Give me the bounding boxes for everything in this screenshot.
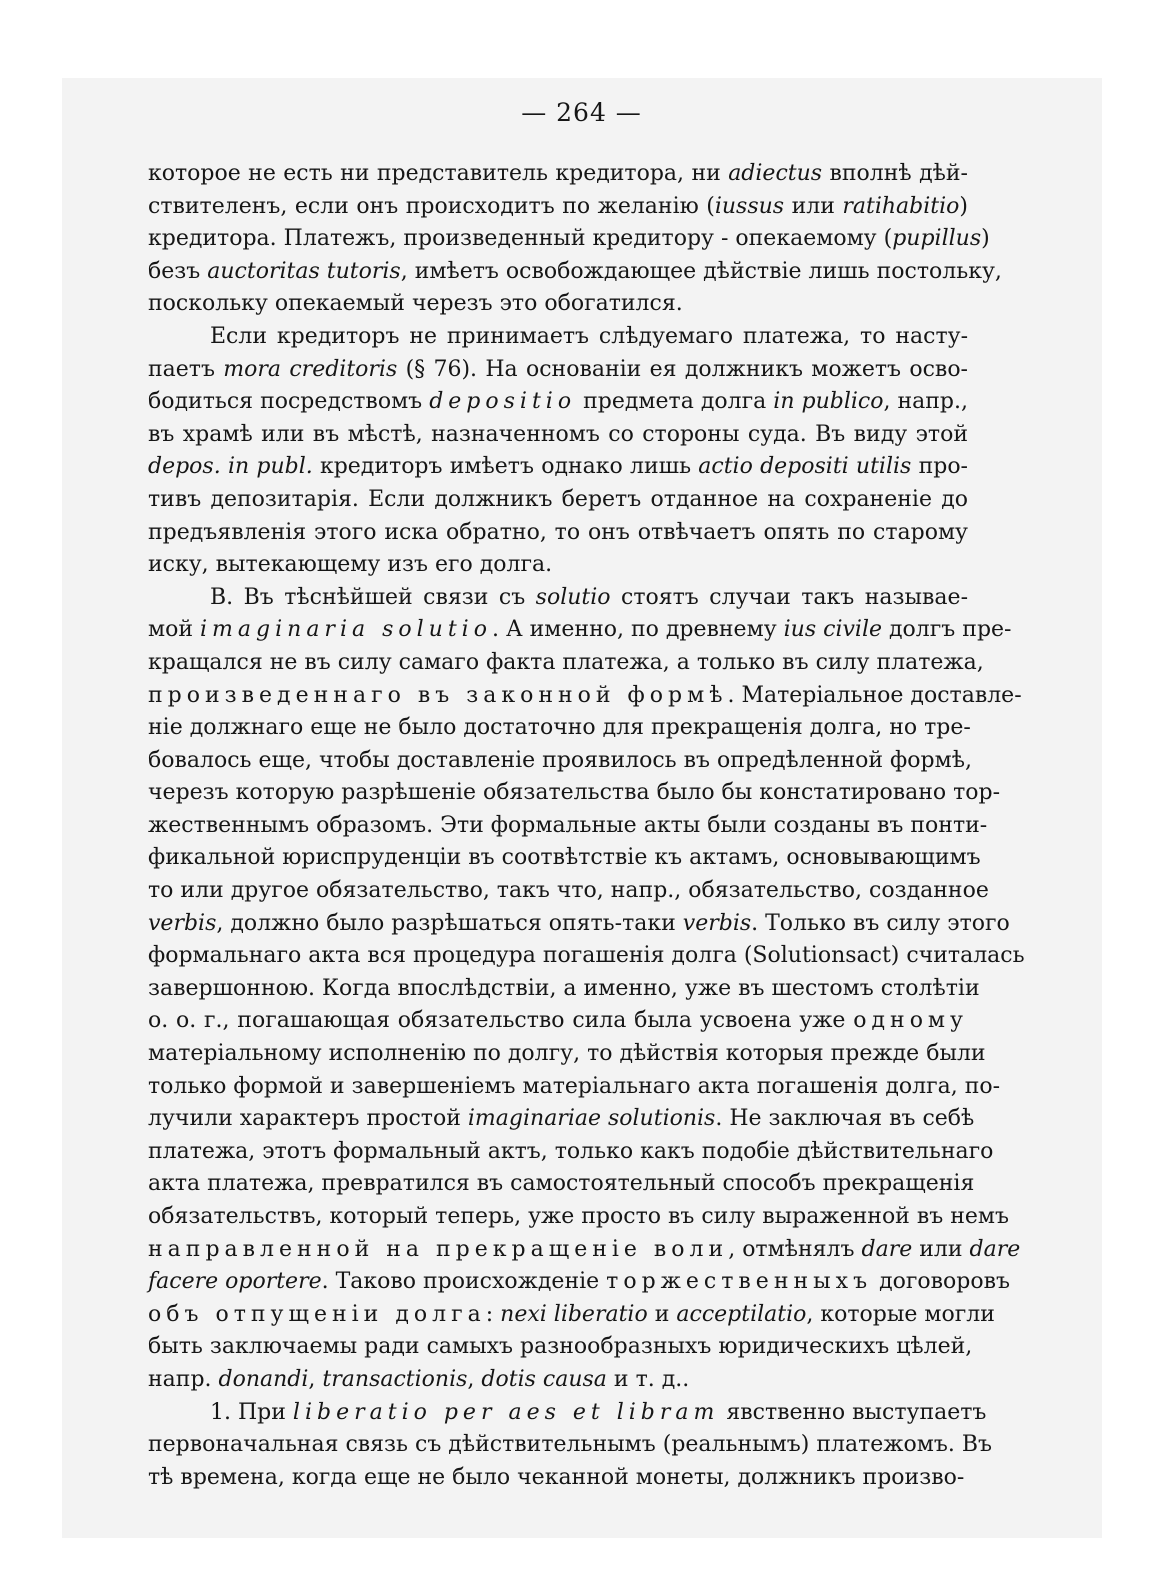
italic-term: iussus [714,193,785,219]
text-line [148,1201,1010,1234]
text-line [148,1364,968,1397]
text-run: кредиторъ имѣетъ однако лишь [312,454,699,480]
text-run: , имѣетъ освобождающее дѣйствіе лишь постольку, [400,258,1002,284]
text-run: 1. При [210,1399,293,1425]
text-run: паетъ [148,356,224,382]
text-line [148,1331,973,1364]
text-line [148,1462,968,1495]
text-run: первоначальная связь съ дѣйствительнымъ (реальнымъ) платежомъ. Въ [148,1432,993,1458]
text-line [148,1103,975,1136]
text-line [148,354,968,387]
text-line [148,1429,993,1462]
text-line [148,1038,986,1071]
text-run: бодиться посредствомъ [148,389,430,415]
text-line [148,1299,995,1332]
italic-term: adiectus [728,161,823,186]
text-run: или [912,1236,970,1262]
text-run: предмета долга [576,389,774,415]
italic-term: pupillus [892,226,982,252]
body-text [148,158,1025,1494]
text-run: кращался не въ силу самаго факта платежа, а только въ силу платежа, [148,649,984,675]
text-run: ніе должнаго еще не было достаточно для прекращенія долга, но тре- [148,715,971,741]
page-number: — 264 — [521,98,642,127]
text-run: . Не заключая въ себѣ [715,1106,975,1132]
text-run: , [308,1366,323,1392]
text-run: . А именно, по древнему [491,617,784,643]
text-run: , напр., [883,389,969,415]
text-line [148,1397,987,1430]
text-run: ствителенъ, если онъ происходитъ по желанію ( [148,193,715,219]
italic-term: actio depositi utilis [698,454,912,480]
spaced-emphasis: торжественныхъ [606,1269,873,1295]
text-run: ) [959,193,968,219]
italic-term: mora creditoris [223,356,398,382]
text-run: : [485,1301,501,1327]
text-line [148,1168,975,1201]
text-run: лучили характеръ простой [148,1106,468,1132]
text-run: формальнаго акта вся процедура погашенія долга (Solutionsact) считалась [148,943,1025,969]
text-line [148,1005,968,1038]
text-run: поскольку опекаемый черезъ это обогатился. [148,291,683,317]
text-line [148,777,1001,810]
text-run: тѣ времена, когда еще не было чеканной монеты, должникъ произво- [148,1464,965,1490]
text-line [148,484,968,517]
text-line [148,582,968,615]
text-run: ) [981,226,990,252]
spaced-emphasis: произведеннаго въ законной формѣ [148,682,728,708]
text-run: договоровъ [872,1269,1010,1295]
text-run: фикальной юриспруденціи въ соотвѣтствіе къ актамъ, основывающимъ [148,845,981,871]
italic-term: acceptilatio [676,1301,807,1327]
text-line [148,1136,994,1169]
text-line [148,191,968,224]
italic-term: dare [861,1236,913,1262]
text-line [148,908,1010,941]
text-run: о. о. г., погашающая обязательство сила была усвоена уже [148,1008,854,1034]
text-run: мой [148,617,201,643]
text-run: или [784,193,843,219]
italic-term: ratihabitio [842,193,960,219]
text-run: которое не есть ни представитель кредитора, ни [148,161,729,186]
italic-term: depos. in publ. [148,454,313,480]
text-line [148,614,1012,647]
text-line [148,256,1002,289]
text-line [148,647,984,680]
italic-term: transactionis [322,1366,468,1392]
italic-term: in publico [773,389,884,415]
text-line [148,875,989,908]
text-line [148,549,968,582]
italic-term: verbis [148,910,217,936]
text-run: (§ 76). На основаніи ея должникъ можетъ осво- [397,356,968,382]
text-run: . Только въ силу этого [751,910,1010,936]
text-line [148,321,968,354]
italic-term: dotis causa [481,1366,607,1392]
text-run: и т. д.. [606,1366,690,1392]
text-line [148,745,972,778]
text-run: . Матеріальное доставле- [727,682,1022,708]
text-line [148,1266,1010,1299]
text-run: В. Въ тѣснѣйшей связи съ [210,584,536,610]
text-run: , которые могли [806,1301,995,1327]
spaced-italic-term: liberatio per aes et libram [292,1399,720,1425]
italic-term: dare [969,1236,1021,1262]
spaced-italic-term: depositio [429,389,577,415]
text-line [148,810,988,843]
text-run: черезъ которую разрѣшеніе обязательства было бы констатировано тор- [148,780,1001,806]
text-run: напр. [148,1366,219,1392]
text-line [148,1234,1021,1267]
spaced-emphasis: объ отпущеніи долга [148,1301,486,1327]
text-run: долгъ пре- [882,617,1012,643]
spaced-italic-term: imaginaria solutio [200,617,492,643]
text-line [148,419,968,452]
text-run: матеріальному исполненію по долгу, то дѣйствія которыя прежде были [148,1041,986,1067]
italic-term: nexi liberatio [500,1301,648,1327]
text-run: завершонною. Когда впослѣдствіи, а именно, уже въ шестомъ столѣтіи [148,975,980,1001]
text-run: безъ [148,258,208,284]
text-run: вполнѣ дѣй- [822,161,968,186]
text-line [148,680,1022,713]
italic-term: donandi [218,1366,309,1392]
text-run: Если кредиторъ не принимаетъ слѣдуемаго платежа, то насту- [210,323,968,349]
text-run: обязательствъ, который теперь, уже просто въ силу выраженной въ немъ [148,1204,1010,1229]
spaced-emphasis: одному [853,1008,968,1034]
text-run: и [647,1301,677,1327]
text-run: тивъ депозитарія. Если должникъ беретъ отданное на сохраненіе до [148,486,968,512]
text-line [148,1071,1001,1104]
text-run: иску, вытекающему изъ его долга. [148,552,553,578]
text-run: акта платежа, превратился въ самостоятельный способъ прекращенія [148,1171,975,1197]
italic-term: solutio [535,584,611,610]
text-run: только формой и завершеніемъ матеріальнаго акта погашенія долга, по- [148,1073,1001,1099]
text-line [148,517,968,550]
text-line [148,842,981,875]
text-run: , должно было разрѣшаться опять-таки [216,910,683,936]
text-line [148,940,1025,973]
italic-term: auctoritas tutoris [207,258,401,284]
text-line [148,451,968,484]
text-line [148,386,968,419]
text-line [148,223,990,256]
text-line [148,288,968,321]
italic-term: ius civile [783,617,883,643]
spaced-emphasis: направленной на прекращеніе воли [148,1236,729,1262]
italic-term: verbis [682,910,752,936]
text-run: , отмѣнялъ [728,1236,862,1262]
text-run: , [467,1366,482,1392]
text-run: жественнымъ образомъ. Эти формальные акты были созданы въ понти- [148,812,988,838]
text-run: платежа, этотъ формальный актъ, только какъ подобіе дѣйствительнаго [148,1138,994,1164]
text-run: явственно выступаетъ [719,1399,987,1425]
text-line [148,973,980,1006]
text-run: стоятъ случаи такъ называе- [610,584,969,610]
italic-term: facere oportere [148,1269,322,1295]
text-line [148,712,971,745]
text-run: про- [911,454,968,480]
text-run: бовалось еще, чтобы доставленіе проявилось въ опредѣленной формѣ, [148,747,972,773]
text-run: въ храмѣ или въ мѣстѣ, назначенномъ со стороны суда. Въ виду этой [148,421,968,447]
text-run: . Таково происхожденіе [321,1269,607,1295]
text-run: предъявленія этого иска обратно, то онъ отвѣчаетъ опять по старому [148,519,968,545]
italic-term: imaginariae solutionis [467,1106,716,1132]
text-run: быть заключаемы ради самыхъ разнообразныхъ юридическихъ цѣлей, [148,1334,973,1360]
text-run: кредитора. Платежъ, произведенный кредитору - опекаемому ( [148,226,893,252]
text-run: то или другое обязательство, такъ что, напр., обязательство, созданное [148,878,989,904]
text-line [148,158,968,191]
